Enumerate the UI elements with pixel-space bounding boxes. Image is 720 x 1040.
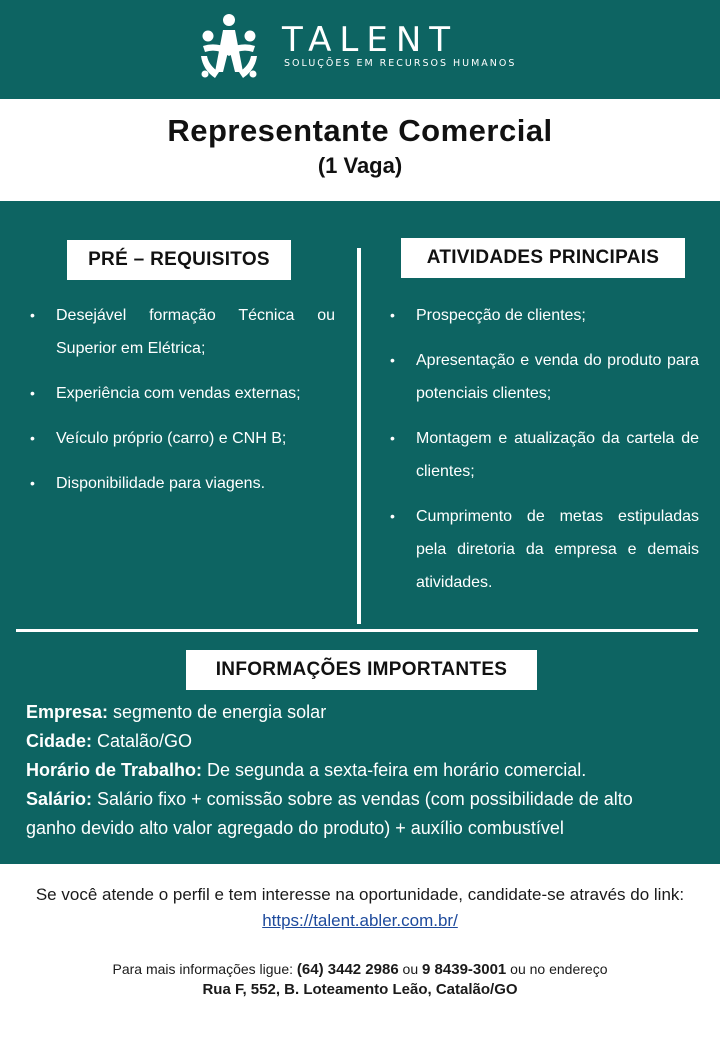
city-label: Cidade: [26,731,93,751]
list-item: • Experiência com vendas externas; [24,377,335,410]
requirements-heading: PRÉ – REQUISITOS [67,240,291,280]
salary-value: Salário fixo + comissão sobre as vendas (com possibilidade de alto ganho devido alto valor agregado do produto) + auxílio combustível [26,789,633,838]
list-item: • Disponibilidade para viagens. [24,467,335,500]
info-heading: INFORMAÇÕES IMPORTANTES [186,650,537,690]
company-line [26,698,686,727]
people-circle-logo-icon [193,12,265,84]
address-prefix: ou no endereço [506,961,608,977]
list-item: • Prospecção de clientes; [384,299,699,332]
company-value: segmento de energia solar [108,702,327,722]
job-details-panel [0,201,720,864]
city-value: Catalão/GO [92,731,193,751]
contact-prefix: Para mais informações ligue: [112,961,297,977]
job-vacancies: (1 Vaga) [317,153,403,178]
section-divider [16,629,698,632]
hours-value: De segunda a sexta-feira em horário comercial. [202,760,587,780]
apply-text [20,882,700,934]
hours-line [26,756,686,785]
hours-label: Horário de Trabalho: [26,760,203,780]
contact-line [0,958,720,981]
job-title: Representante Comercial [167,113,553,148]
apply-link[interactable]: https://talent.abler.com.br/ [262,911,458,930]
list-item: • Veículo próprio (carro) e CNH B; [24,422,335,455]
apply-message: Se você atende o perfil e tem interesse na oportunidade, candidate-se através do link: [35,885,685,904]
brand-tagline: SOLUÇÕES EM RECURSOS HUMANOS [284,58,517,69]
list-item: • Montagem e atualização da cartela de clientes; [384,422,699,488]
requirements-list [24,299,335,512]
list-item: • Apresentação e venda do produto para potenciais clientes; [384,344,699,410]
activities-list [384,299,699,611]
activities-heading: ATIVIDADES PRINCIPAIS [401,238,685,278]
address: Rua F, 552, B. Loteamento Leão, Catalão/GO [202,981,518,998]
list-item: • Desejável formação Técnica ou Superior em Elétrica; [24,299,335,365]
list-item: • Cumprimento de metas estipuladas pela diretoria da empresa e demais atividades. [384,500,699,599]
salary-line [26,785,686,843]
brand-name: TALENT [282,20,459,60]
important-info [26,698,686,843]
salary-label: Salário: [26,789,93,809]
company-label: Empresa: [26,702,109,722]
column-divider [357,248,361,624]
footer [0,864,720,1040]
or-text: ou [398,961,423,977]
header-banner [0,0,720,99]
phone-2: 9 8439-3001 [422,961,507,978]
phone-1: (64) 3442 2986 [296,961,399,978]
city-line [26,727,686,756]
title-band [0,99,720,201]
